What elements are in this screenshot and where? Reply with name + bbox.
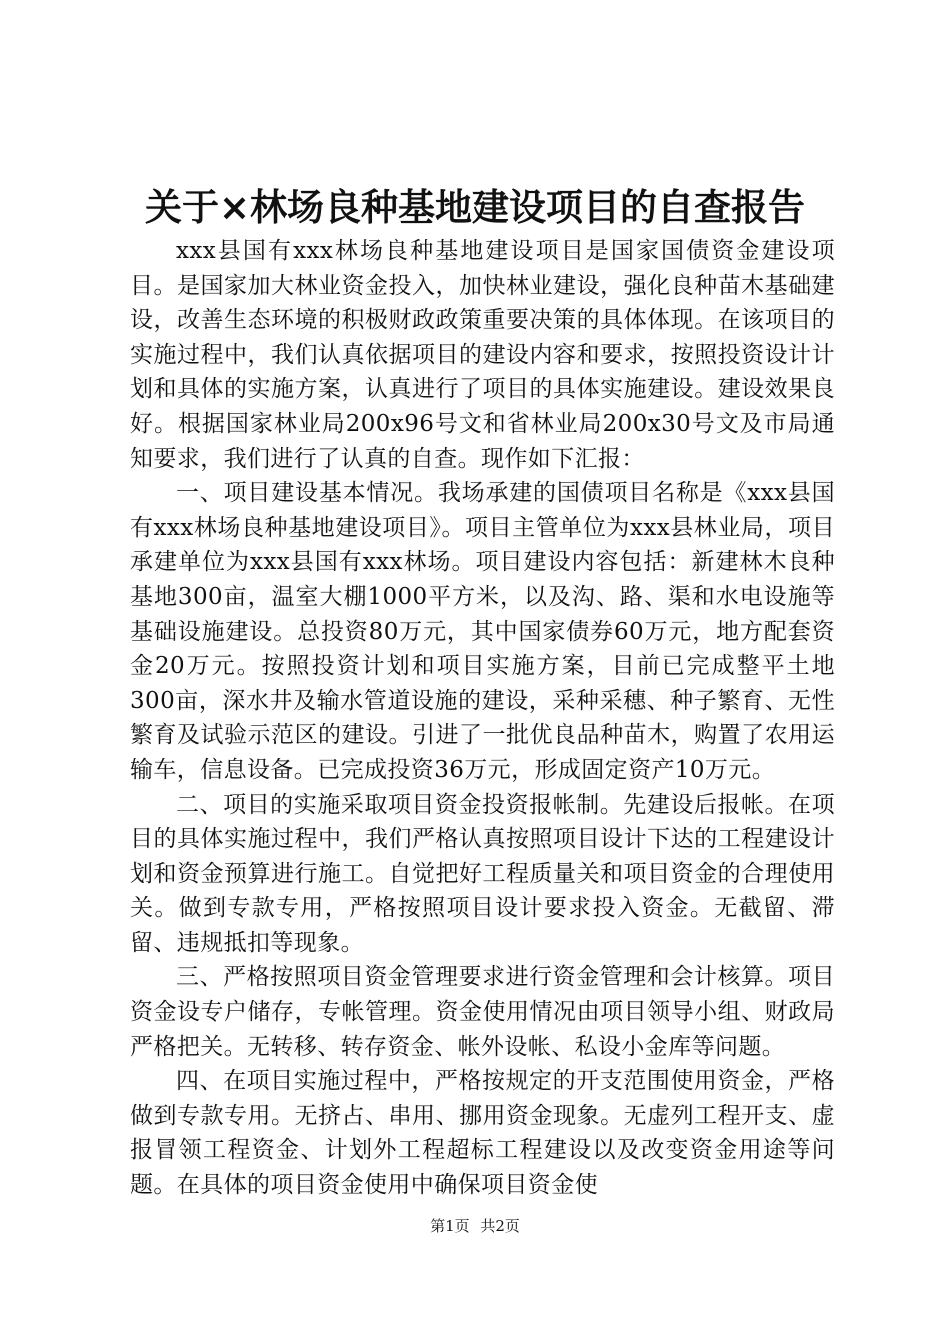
paragraph-section-1: 一、项目建设基本情况。我场承建的国债项目名称是《xxx县国有xxx林场良种基地建设项目》。项目主管单位为xxx县林业局，项目承建单位为xxx县国有xxx林场。项目建设内容包括：新建林木良种基地300亩，温室大棚1000平方米，以及沟、路、渠和水电设施等基础设施建设。总投资80万元，其中国家债券60万元，地方配套资金20万元。按照投资计划和项目实施方案，目前已完成整平土地300亩，深水井及输水管道设施的建设，采种采穗、种子繁育、无性繁育及试验示范区的建设。引进了一批优良品种苗木，购置了农用运输车，信息设备。已完成投资36万元，形成固定资产10万元。 bbox=[130, 480, 835, 783]
page-footer bbox=[0, 1216, 950, 1236]
document-body bbox=[130, 234, 835, 1203]
paragraph-section-4: 四、在项目实施过程中，严格按规定的开支范围使用资金，严格做到专款专用。无挤占、串用、挪用资金现象。无虚列工程开支、虚报冒领工程资金、计划外工程超标工程建设以及改变资金用途等问题。在具体的项目资金使用中确保项目资金使 bbox=[130, 1068, 835, 1199]
paragraph-section-3: 三、严格按照项目资金管理要求进行资金管理和会计核算。项目资金设专户储存，专帐管理。资金使用情况由项目领导小组、财政局严格把关。无转移、转存资金、帐外设帐、私设小金库等问题。 bbox=[130, 964, 835, 1060]
page-total: 共2页 bbox=[480, 1217, 520, 1235]
paragraph-intro: xxx县国有xxx林场良种基地建设项目是国家国债资金建设项目。是国家加大林业资金投入，加快林业建设，强化良种苗木基础建设，改善生态环境的积极财政政策重要决策的具体体现。在该项目的实施过程中，我们认真依据项目的建设内容和要求，按照投资设计计划和具体的实施方案，认真进行了项目的具体实施建设。建设效果良好。根据国家林业局200x96号文和省林业局200x30号文及市局通知要求，我们进行了认真的自查。现作如下汇报： bbox=[130, 238, 835, 472]
document-title: 关于×林场良种基地建设项目的自查报告 bbox=[144, 186, 805, 229]
page-number: 第1页 bbox=[430, 1217, 470, 1235]
paragraph-section-2: 二、项目的实施采取项目资金投资报帐制。先建设后报帐。在项目的具体实施过程中，我们严格认真按照项目设计下达的工程建设计划和资金预算进行施工。自觉把好工程质量关和项目资金的合理使用关。做到专款专用，严格按照项目设计要求投入资金。无截留、滞留、违规抵扣等现象。 bbox=[130, 791, 835, 956]
